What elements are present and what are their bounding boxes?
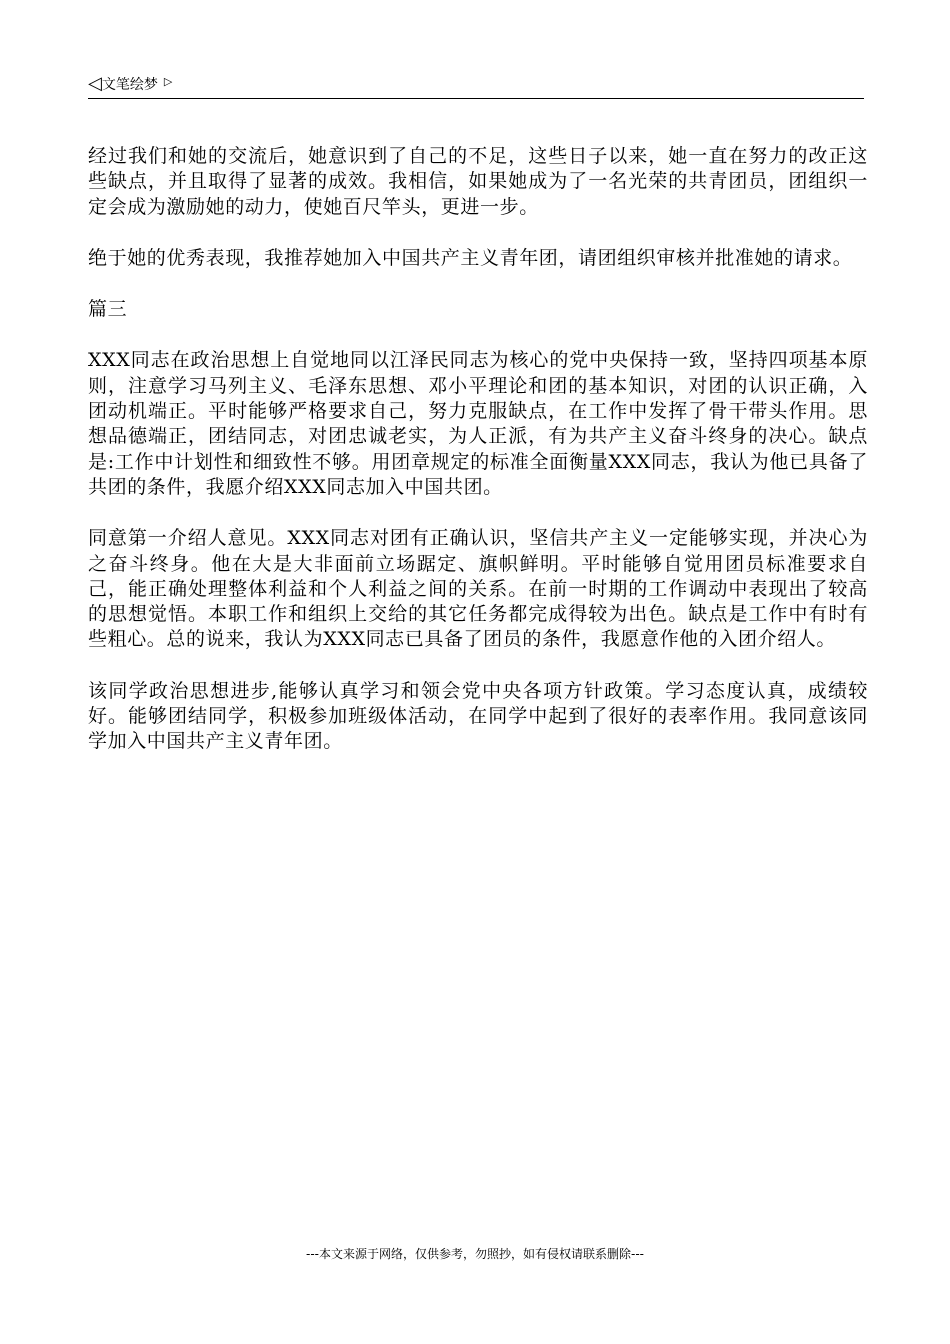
section-heading: 篇三 <box>88 298 128 321</box>
paragraph-5: 该同学政治思想进步,能够认真学习和领会党中央各项方针政策。学习态度认真，成绩较好。能够团结同学，积极参加班级体活动，在同学中起到了很好的表率作用。我同意该同学加入中国共产主义青年团。 <box>88 679 868 753</box>
paragraph-4: 同意第一介绍人意见。XXX同志对团有正确认识，坚信共产主义一定能够实现，并决心为之奋斗终身。他在大是大非面前立场踞定、旗帜鲜明。平时能够自觉用团员标准要求自己，能正确处理整体利益和个人利益之间的关系。在前一时期的工作调动中表现出了较高的思想觉悟。本职工作和组织上交给的其它任务都完成得较为出色。缺点是工作中有时有些粗心。总的说来，我认为XXX同志已具备了团员的条件，我愿意作他的入团介绍人。 <box>88 527 868 651</box>
footer-disclaimer: ---本文来源于网络，仅供参考，勿照抄，如有侵权请联系删除--- <box>306 1247 644 1261</box>
paragraph-2: 绝于她的优秀表现，我推荐她加入中国共产主义青年团，请团组织审核并批准她的请求。 <box>88 246 853 269</box>
header-title: 文笔绘梦 <box>101 77 158 93</box>
page-header <box>88 72 864 99</box>
paragraph-3: XXX同志在政治思想上自觉地同以江泽民同志为核心的党中央保持一致，坚持四项基本原则，注意学习马列主义、毛泽东思想、邓小平理论和团的基本知识，对团的认识正确，入团动机端正。平时能够严格要求自己，努力克服缺点，在工作中发挥了骨干带头作用。思想品德端正，团结同志，对团忠诚老实，为人正派，有为共产主义奋斗终身的决心。缺点是:工作中计划性和细致性不够。用团章规定的标准全面衡量XXX同志，我认为他已具备了共团的条件，我愿介绍XXX同志加入中国共团。 <box>88 349 868 498</box>
triangle-right-icon: ▷ <box>163 75 173 88</box>
triangle-left-icon: ◁ <box>88 73 102 94</box>
paragraph-1: 经过我们和她的交流后，她意识到了自己的不足，这些日子以来，她一直在努力的改正这些缺点，并且取得了显著的成效。我相信，如果她成为了一名光荣的共青团员，团组织一定会成为激励她的动力，使她百尺竿头，更进一步。 <box>88 145 868 218</box>
document-body <box>88 144 868 781</box>
